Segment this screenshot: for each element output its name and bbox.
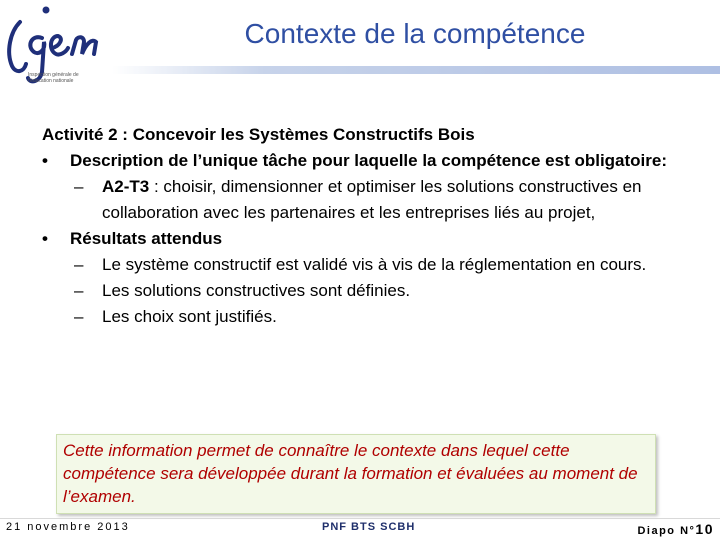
title-divider — [112, 66, 720, 74]
dash-icon: – — [74, 307, 84, 326]
footer-date: 21 novembre 2013 — [6, 521, 130, 533]
slide-number-value: 10 — [695, 521, 714, 537]
sub-bullet-task — [42, 174, 682, 226]
sub-bullet-result — [42, 252, 682, 278]
sub-bullet-result — [42, 278, 682, 304]
footer-divider — [0, 518, 720, 519]
bullet-results — [42, 226, 682, 252]
result-text: Les solutions constructives sont définies. — [102, 281, 411, 300]
bullet-icon: • — [42, 151, 48, 170]
bullet-description-label: Description de l’unique tâche pour laquelle la compétence est obligatoire: — [70, 151, 668, 170]
result-text: Les choix sont justifiés. — [102, 307, 277, 326]
bullet-icon: • — [42, 229, 48, 248]
slide-number — [637, 521, 714, 537]
slide-content — [42, 122, 682, 330]
slide-title: Contexte de la compétence — [244, 18, 586, 49]
footer-center: PNF BTS SCBH — [322, 521, 416, 533]
task-text: : choisir, dimensionner et optimiser les solutions constructives en collaboration avec les partenaires et les entreprises liés au projet, — [102, 177, 642, 222]
bullet-results-label: Résultats attendus — [70, 229, 223, 248]
bullet-description — [42, 148, 682, 174]
info-note-box — [56, 434, 656, 514]
result-text: Le système constructif est validé vis à vis de la réglementation en cours. — [102, 255, 647, 274]
task-code: A2-T3 — [102, 177, 150, 196]
logo-subtext: Inspection générale de l'éducation nationale — [28, 72, 79, 84]
slide-label: Diapo N° — [637, 525, 696, 537]
dash-icon: – — [74, 281, 84, 300]
sub-bullet-result — [42, 304, 682, 330]
dash-icon: – — [74, 177, 84, 196]
dash-icon: – — [74, 255, 84, 274]
activity-heading: Activité 2 : Concevoir les Systèmes Constructifs Bois — [42, 125, 475, 144]
info-note-text: Cette information permet de connaître le contexte dans lequel cette compétence sera développée durant la formation et évaluées au moment de l’examen. — [63, 441, 638, 506]
